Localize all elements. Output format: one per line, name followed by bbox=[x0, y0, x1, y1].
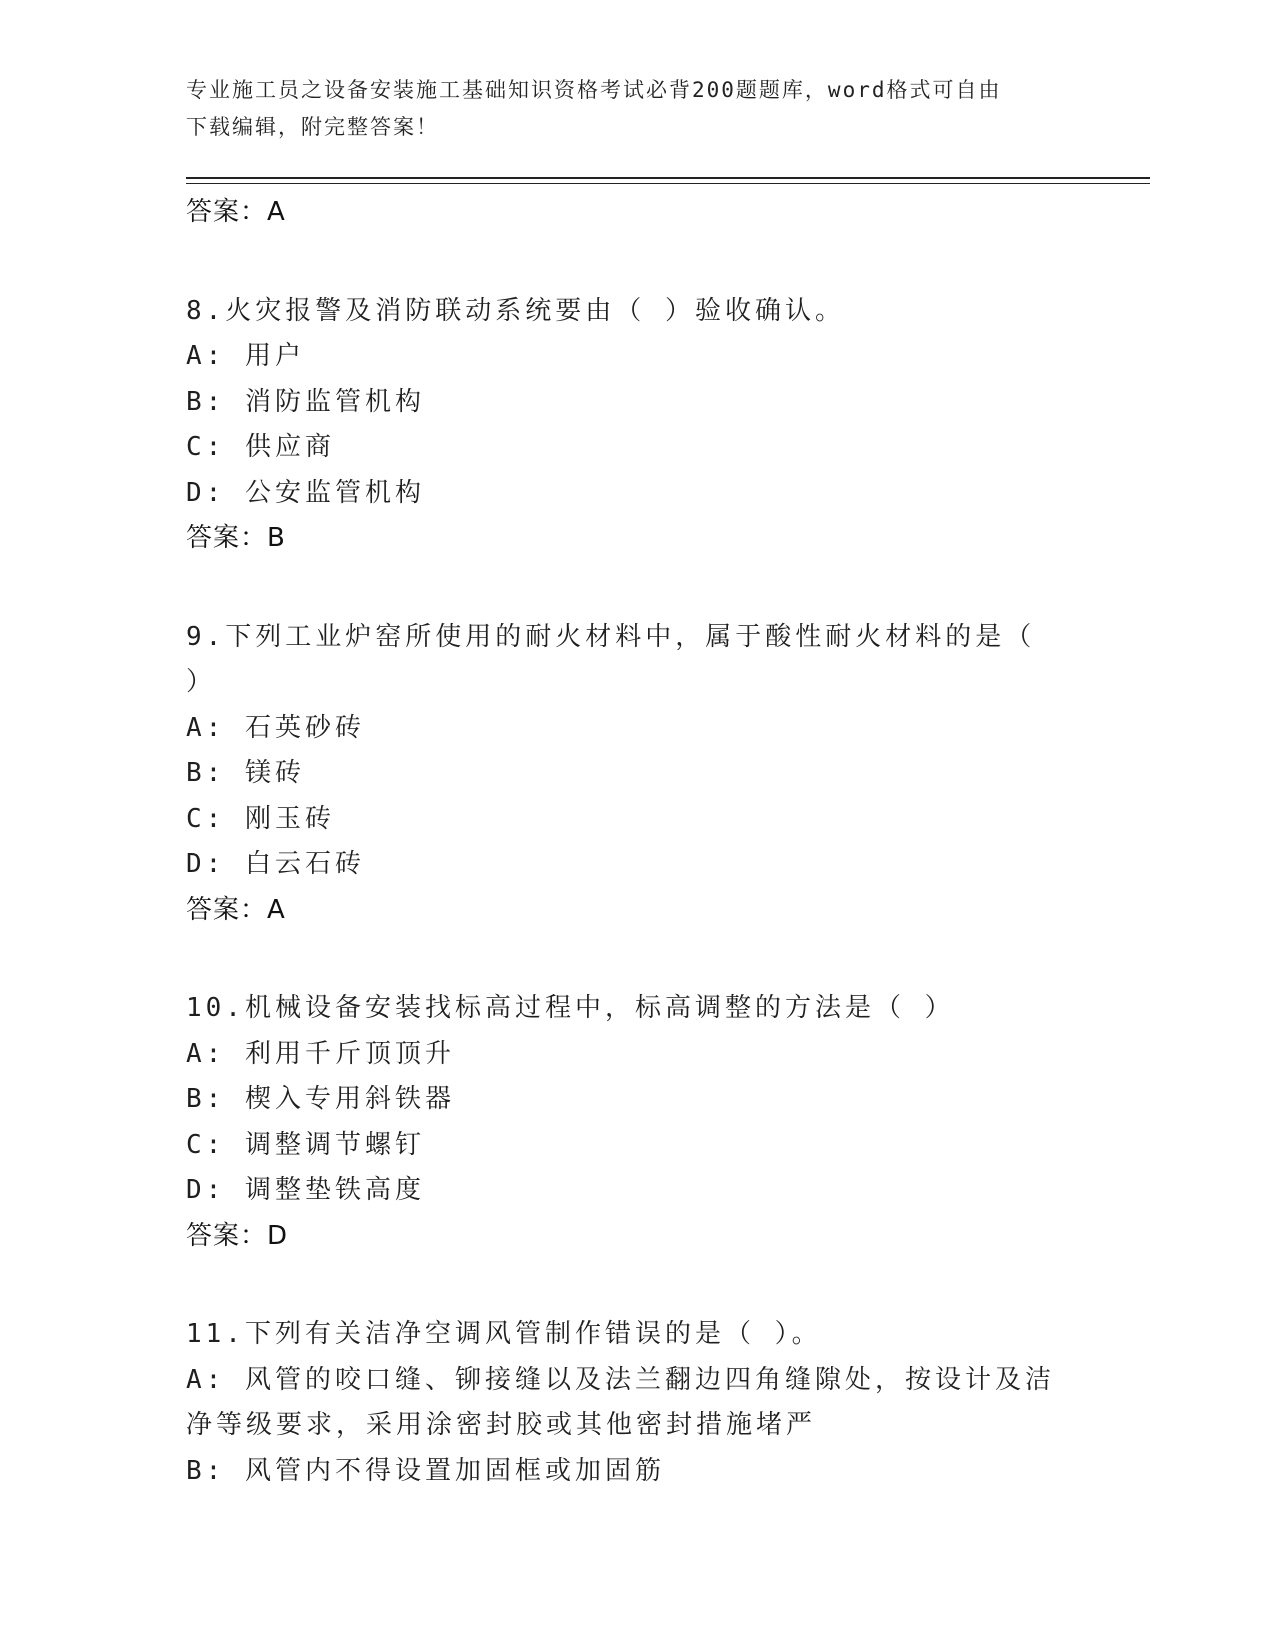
question-list bbox=[186, 190, 1066, 1494]
option-b: B: 消防监管机构 bbox=[186, 386, 425, 417]
spacer bbox=[186, 236, 1066, 289]
question-text: 11.下列有关洁净空调风管制作错误的是（ ）。 bbox=[186, 1319, 822, 1349]
option-a: A: 用户 bbox=[186, 341, 305, 371]
question-block bbox=[186, 615, 1066, 934]
answer-line: 答案：A bbox=[186, 197, 286, 227]
answer-line: 答案：A bbox=[186, 894, 286, 925]
header-divider-thick bbox=[186, 177, 1150, 179]
option-c: C: 调整调节螺钉 bbox=[186, 1129, 425, 1160]
option-d: D: 公安监管机构 bbox=[186, 477, 425, 508]
document-header bbox=[186, 72, 1066, 146]
option-b: B: 风管内不得设置加固框或加固筋 bbox=[186, 1455, 665, 1486]
option-d: D: 调整垫铁高度 bbox=[186, 1175, 425, 1205]
option-b: B: 楔入专用斜铁器 bbox=[186, 1084, 455, 1114]
question-block bbox=[186, 1312, 1066, 1494]
spacer bbox=[186, 933, 1066, 986]
header-line-2: 下载编辑，附完整答案！ bbox=[186, 115, 439, 139]
option-a: A: 利用千斤顶顶升 bbox=[186, 1038, 455, 1069]
option-c: C: 刚玉砖 bbox=[186, 803, 335, 834]
question-text: 8.火灾报警及消防联动系统要由（ ）验收确认。 bbox=[186, 295, 845, 326]
answer-line: 答案：D bbox=[186, 1220, 289, 1251]
spacer bbox=[186, 1259, 1066, 1312]
option-c: C: 供应商 bbox=[186, 432, 335, 462]
question-block bbox=[186, 190, 1066, 236]
option-b: B: 镁砖 bbox=[186, 758, 305, 788]
answer-line: 答案：B bbox=[186, 523, 286, 553]
option-a: A: 风管的咬口缝、铆接缝以及法兰翻边四角缝隙处，按设计及洁净等级要求，采用涂密封胶或其他密封措施堵严 bbox=[186, 1364, 1055, 1440]
option-d: D: 白云石砖 bbox=[186, 849, 365, 879]
question-text: 9.下列工业炉窑所使用的耐火材料中，属于酸性耐火材料的是（ ） bbox=[186, 621, 1055, 697]
question-block bbox=[186, 986, 1066, 1259]
header-line-1: 专业施工员之设备安装施工基础知识资格考试必背200题题库，word格式可自由 bbox=[186, 78, 1002, 102]
spacer bbox=[186, 562, 1066, 615]
question-text: 10.机械设备安装找标高过程中，标高调整的方法是（ ） bbox=[186, 993, 955, 1023]
question-block bbox=[186, 289, 1066, 562]
header-divider-thin bbox=[186, 183, 1150, 184]
option-a: A: 石英砂砖 bbox=[186, 712, 365, 743]
